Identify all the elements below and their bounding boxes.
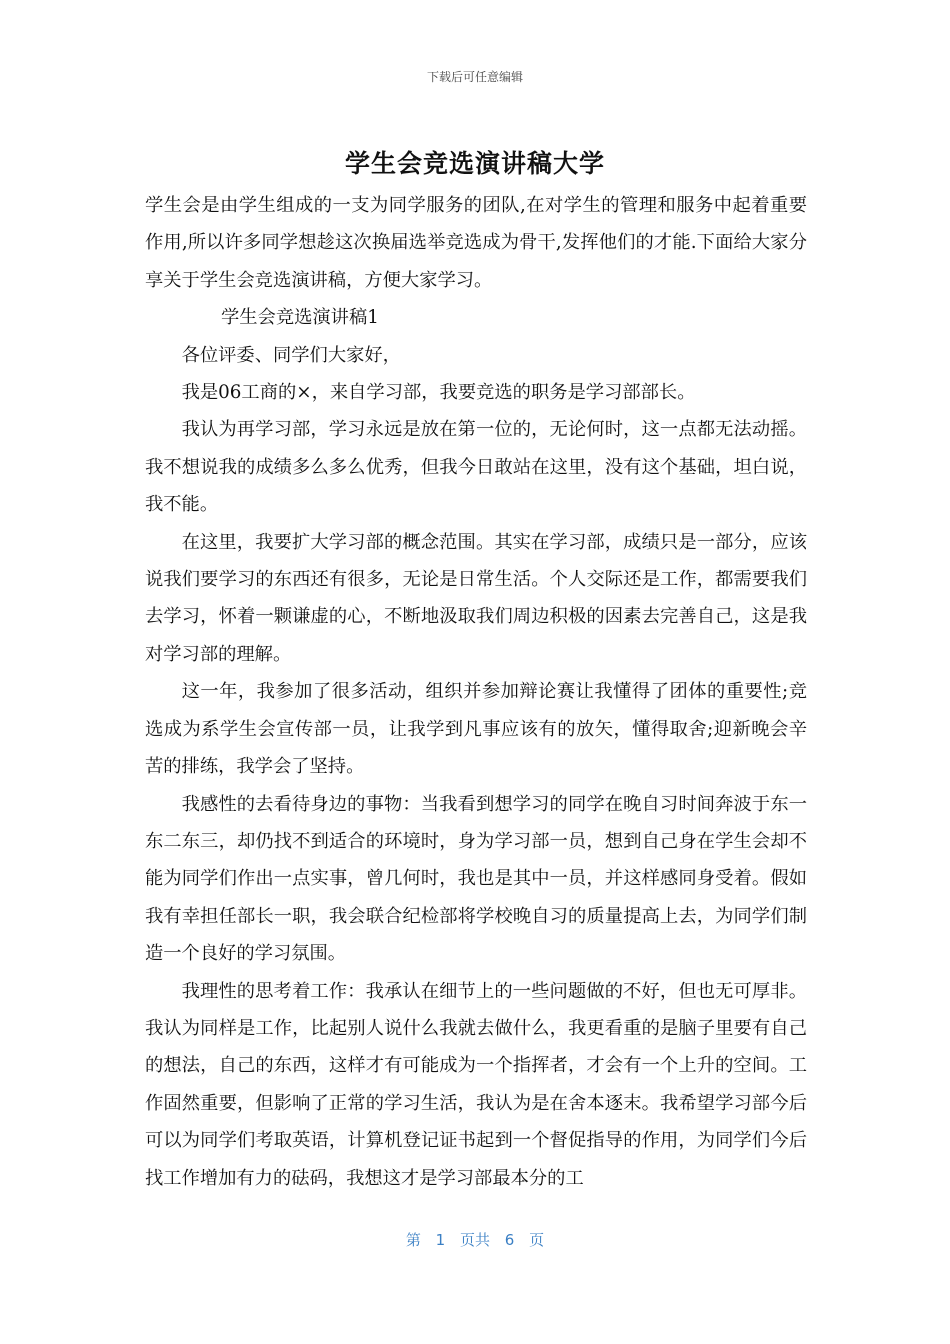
footer-suffix: 页 [529,1231,545,1249]
footer-middle: 页共 [459,1231,490,1249]
section-title: 学生会竞选演讲稿1 [221,307,379,329]
footer-total-pages: 6 [504,1231,515,1249]
header-note: 下载后可任意编辑 [426,70,523,84]
page-footer [0,1229,950,1250]
body-paragraph: 这一年，我参加了很多活动，组织并参加辩论赛让我懂得了团体的重要性;竞选成为系学生会宣传部一员，让我学到凡事应该有的放矢，懂得取舍;迎新晚会辛苦的排练，我学会了坚持。 [145,681,807,778]
footer-prefix: 第 [405,1231,421,1249]
greeting-paragraph: 各位评委、同学们大家好， [181,344,401,366]
footer-page-number: 1 [435,1231,446,1249]
body-paragraph: 在这里，我要扩大学习部的概念范围。其实在学习部，成绩只是一部分，应该说我们要学习的东西还有很多，无论是日常生活。个人交际还是工作，都需要我们去学习，怀着一颗谦虚的心，不断地汲取我们周边积极的因素去完善自己，这是我对学习部的理解。 [145,531,807,665]
body-paragraph: 我感性的去看待身边的事物：当我看到想学习的同学在晚自习时间奔波于东一东二东三，却仍找不到适合的环境时，身为学习部一员，想到自己身在学生会却不能为同学们作出一点实事，曾几何时，我也是其中一员，并这样感同身受着。假如我有幸担任部长一职，我会联合纪检部将学校晚自习的质量提高上去，为同学们制造一个良好的学习氛围。 [145,793,807,965]
document-body [145,187,807,1197]
body-paragraph: 我认为再学习部，学习永远是放在第一位的，无论何时，这一点都无法动摇。我不想说我的成绩多么多么优秀，但我今日敢站在这里，没有这个基础，坦白说，我不能。 [145,419,807,516]
document-title: 学生会竞选演讲稿大学 [344,149,605,178]
body-paragraph: 我理性的思考着工作：我承认在细节上的一些问题做的不好，但也无可厚非。我认为同样是工作，比起别人说什么我就去做什么，我更看重的是脑子里要有自己的想法，自己的东西，这样才有可能成为一个指挥者，才会有一个上升的空间。工作固然重要，但影响了正常的学习生活，我认为是在舍本逐末。我希望学习部今后可以为同学们考取英语，计算机登记证书起到一个督促指导的作用，为同学们今后找工作增加有力的砝码，我想这才是学习部最本分的工 [145,980,807,1189]
body-paragraph: 我是06工商的×，来自学习部，我要竞选的职务是学习部部长。 [181,382,696,404]
intro-paragraph: 学生会是由学生组成的一支为同学服务的团队,在对学生的管理和服务中起着重要作用,所以许多同学想趁这次换届选举竞选成为骨干,发挥他们的才能.下面给大家分享关于学生会竞选演讲稿，方便大家学习。 [145,195,807,291]
